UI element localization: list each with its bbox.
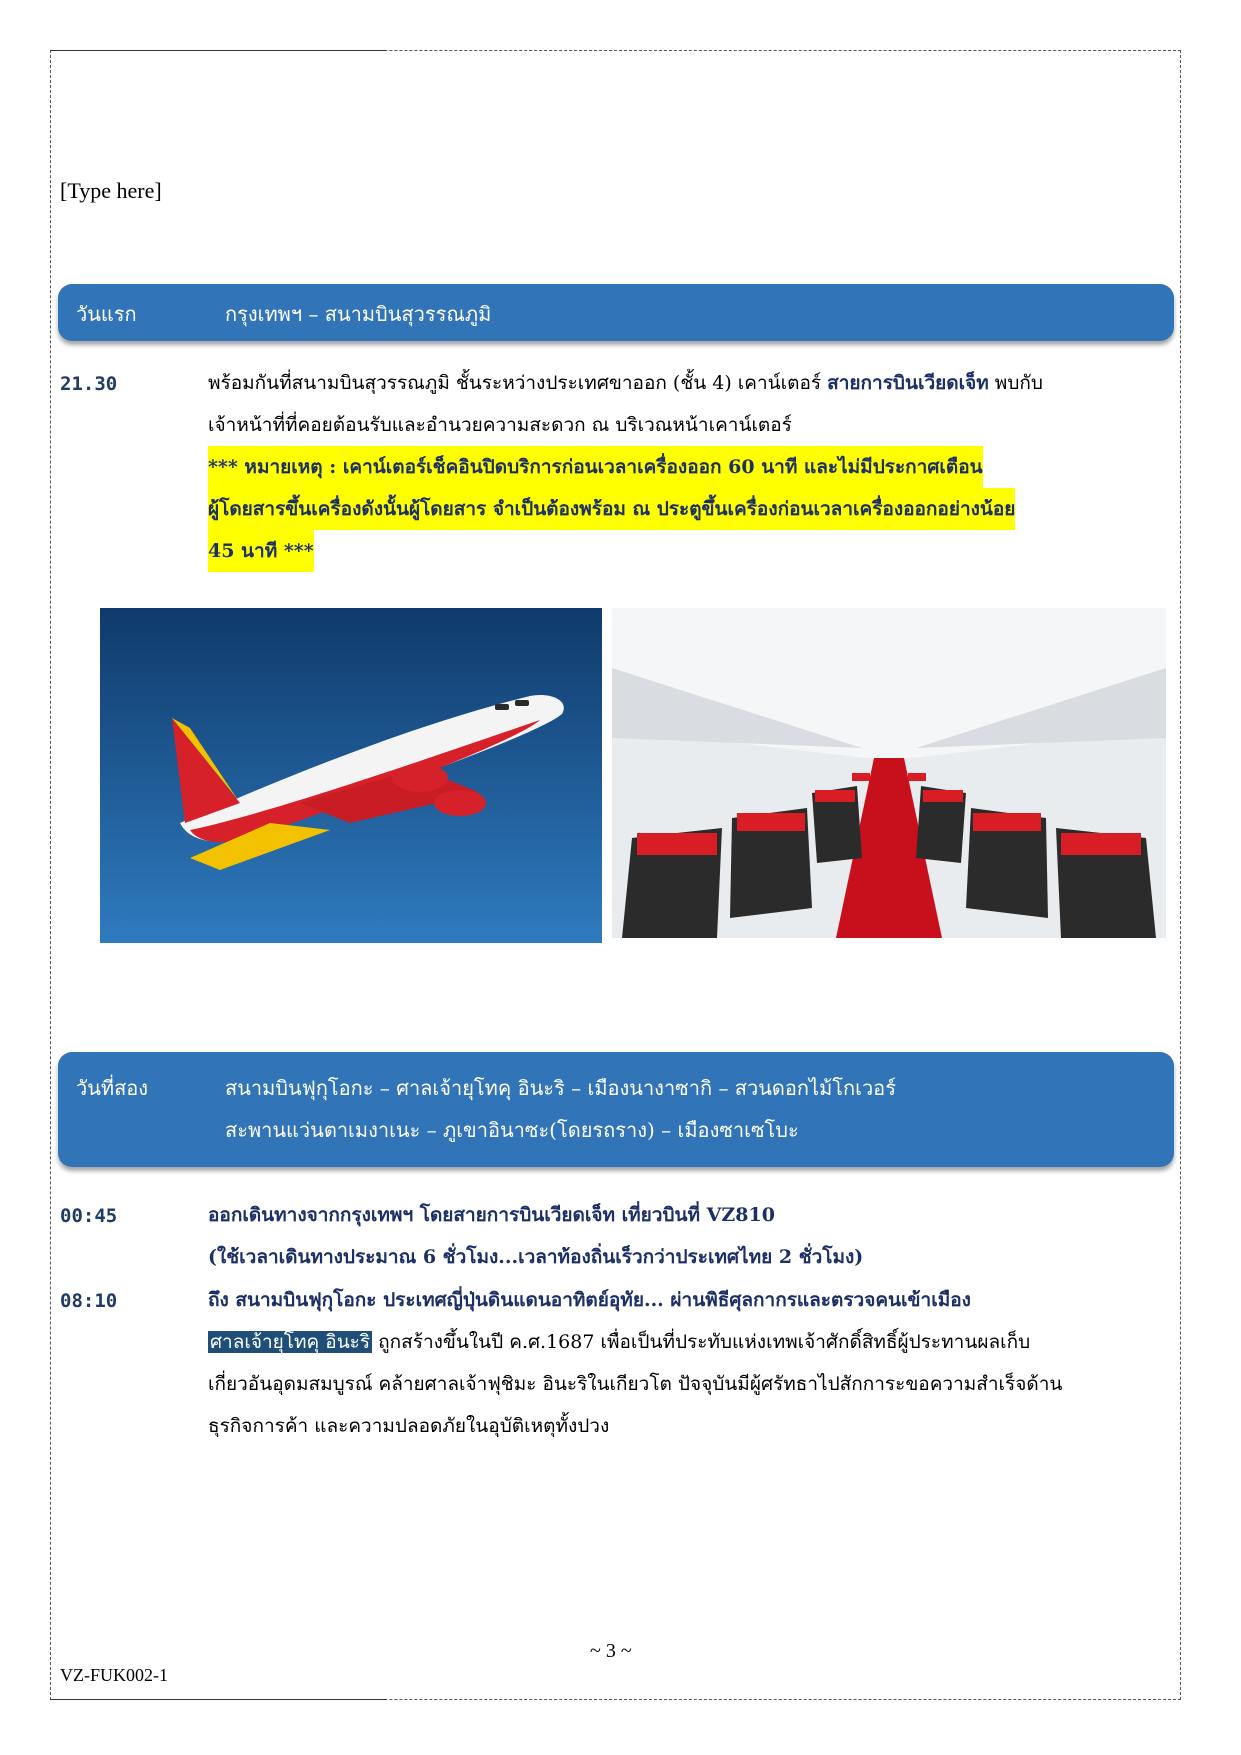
entry-text: พร้อมกันที่สนามบินสุวรรณภูมิ ชั้นระหว่างประเทศขาออก (ชั้น 4) เคาน์เตอร์	[208, 372, 828, 394]
airplane-image	[100, 608, 602, 943]
cabin-photo	[612, 608, 1166, 938]
entry-time: 21.30	[60, 373, 118, 395]
airline-name: สายการบินเวียดเจ็ท	[827, 372, 989, 394]
day2-title-line1: สนามบินฟุกุโอกะ – ศาลเจ้ายุโทคุ อินะริ – เมืองนางาซากิ – สวนดอกไม้โกเวอร์	[225, 1076, 896, 1100]
note-highlight: 45 นาที ***	[208, 530, 314, 572]
note-line	[208, 488, 1015, 530]
note-line	[208, 446, 983, 488]
border-accent-bottom	[50, 1699, 386, 1700]
day1-title: กรุงเทพฯ – สนามบินสุวรรณภูมิ	[225, 302, 492, 326]
entry-text-line: ถึง สนามบินฟุกุโอกะ ประเทศญี่ปุ่นดินแดนอาทิตย์อุทัย... ผ่านพิธีศุลกากรและตรวจคนเข้าเมือง	[208, 1289, 971, 1311]
entry-text: พบกับ	[988, 372, 1043, 394]
entry-text-line: (ใช้เวลาเดินทางประมาณ 6 ชั่วโมง...เวลาท้องถิ่นเร็วกว่าประเทศไทย 2 ชั่วโมง)	[208, 1246, 864, 1268]
shrine-name-highlight: ศาลเจ้ายุโทคุ อินะริ	[210, 1331, 371, 1353]
entry-text-line	[208, 362, 1043, 404]
entry-text-line: ธุรกิจการค้า และความปลอดภัยในอุบัติเหตุทั้งปวง	[208, 1415, 610, 1437]
page-number: ~ 3 ~	[590, 1640, 632, 1662]
entry-text-line	[208, 1321, 1030, 1363]
day2-label: วันที่สอง	[76, 1076, 149, 1100]
note-line	[208, 530, 314, 572]
entry-text: ถูกสร้างขึ้นในปี ค.ศ.1687 เพื่อเป็นที่ประทับแห่งเทพเจ้าศักดิ์สิทธิ์ผู้ประทานผลเก็บ	[372, 1331, 1031, 1353]
day2-header-bar	[58, 1052, 1174, 1167]
document-code: VZ-FUK002-1	[60, 1665, 168, 1685]
entry-text-line: เกี่ยวอันอุดมสมบูรณ์ คล้ายศาลเจ้าฟุชิมะ อินะริในเกียวโต ปัจจุบันมีผู้ศรัทธาไปสักการะขอความสำเร็จด้าน	[208, 1373, 1063, 1395]
note-highlight: ผู้โดยสารขึ้นเครื่องดังนั้นผู้โดยสาร จำเป็นต้องพร้อม ณ ประตูขึ้นเครื่องก่อนเวลาเครื่องออกอย่างน้อย	[208, 488, 1015, 530]
entry-time: 00:45	[60, 1205, 118, 1227]
day1-label: วันแรก	[76, 302, 137, 326]
header-placeholder[interactable]: [Type here]	[60, 178, 162, 203]
cabin-image	[612, 608, 1166, 938]
entry-time: 08:10	[60, 1290, 118, 1312]
day2-title-line2: สะพานแว่นตาเมงาเนะ – ภูเขาอินาซะ(โดยรถราง) – เมืองซาเซโบะ	[225, 1118, 799, 1142]
entry-text-line: เจ้าหน้าที่ที่คอยต้อนรับและอำนวยความสะดวก ณ บริเวณหน้าเคาน์เตอร์	[208, 414, 792, 436]
entry-text-line: ออกเดินทางจากกรุงเทพฯ โดยสายการบินเวียดเจ็ท เที่ยวบินที่ VZ810	[208, 1204, 775, 1226]
note-highlight: *** หมายเหตุ : เคาน์เตอร์เช็คอินปิดบริการก่อนเวลาเครื่องออก 60 นาที และไม่มีประกาศเตือน	[208, 446, 983, 488]
day1-header-bar	[58, 284, 1174, 341]
border-accent-top	[50, 50, 386, 51]
airplane-photo	[100, 608, 602, 943]
